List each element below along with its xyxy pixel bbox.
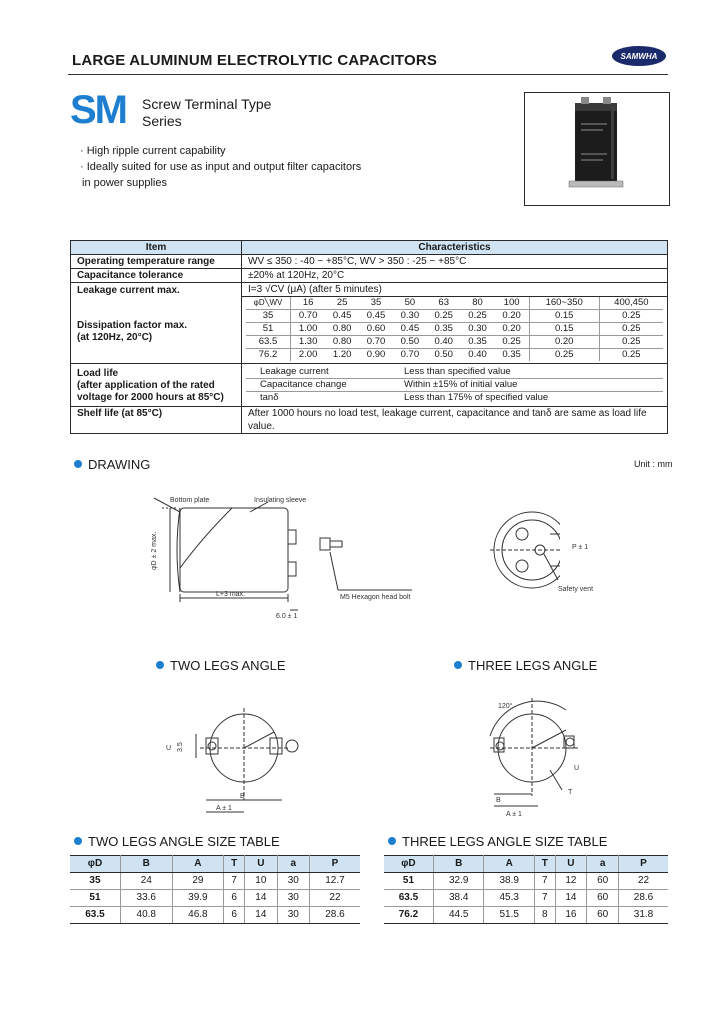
table-cell: 30 <box>277 873 309 890</box>
table-cell: 60 <box>587 873 619 890</box>
three-legs-drawing <box>470 690 600 820</box>
dissipation-label-2: (at 120Hz, 20°C) <box>77 332 153 343</box>
load-life-param: Leakage current <box>246 366 390 379</box>
three-legs-section-title <box>454 658 597 673</box>
diameter-cell: 63.5 <box>246 336 291 349</box>
load-life-label-2: (after application of the rated <box>77 380 215 391</box>
df-cell: 0.25 <box>494 336 529 349</box>
a-label: A ± 1 <box>216 805 232 812</box>
bullet-icon <box>74 837 82 845</box>
column-header-item: Item <box>71 241 242 255</box>
table-cell: 7 <box>535 873 555 890</box>
table-cell: 40.8 <box>120 907 172 924</box>
wv-header: 400,450 <box>599 297 663 310</box>
diameter-cell: 51 <box>246 323 291 336</box>
shelf-life-value: After 1000 hours no load test, leakage current, capacitance and tanδ are same as load life value. <box>242 407 668 434</box>
wv-header: 63 <box>427 297 461 310</box>
table-cell: 35 <box>70 873 120 890</box>
series-type <box>142 96 271 130</box>
column-header: a <box>587 856 619 873</box>
wv-header: 25 <box>325 297 359 310</box>
column-header-characteristics: Characteristics <box>242 241 668 255</box>
table-cell: 28.6 <box>309 907 360 924</box>
table-cell: 76.2 <box>384 907 433 924</box>
series-type-line2: Series <box>142 113 182 129</box>
table-cell: 63.5 <box>70 907 120 924</box>
drawing-section-title <box>74 457 150 472</box>
table-cell: 14 <box>555 890 587 907</box>
operating-temp-value: WV ≤ 350 : -40 ~ +85°C, WV > 350 : -25 ~ +85°C <box>242 255 668 269</box>
wv-header: 16 <box>291 297 326 310</box>
df-cell: 0.45 <box>393 323 427 336</box>
table-cell: 29 <box>172 873 224 890</box>
shelf-life-label: Shelf life (at 85°C) <box>71 407 242 434</box>
characteristics-table <box>70 240 668 434</box>
bullet-icon <box>454 661 462 669</box>
column-header: B <box>120 856 172 873</box>
a-label: A ± 1 <box>506 811 522 818</box>
df-cell: 0.15 <box>529 323 599 336</box>
unit-note: Unit : mm <box>634 459 673 469</box>
series-code: SM <box>70 88 126 132</box>
df-cell: 0.80 <box>325 336 359 349</box>
df-cell: 0.70 <box>359 336 393 349</box>
table-cell: 32.9 <box>433 873 484 890</box>
hex-bolt-label: M5 Hexagon head bolt <box>340 594 411 601</box>
load-life-label-1: Load life <box>77 368 119 379</box>
feature-item: · Ideally suited for use as input and output filter capacitors <box>80 161 362 173</box>
df-cell: 1.00 <box>291 323 326 336</box>
three-legs-table-title <box>388 834 607 849</box>
column-header: φD <box>384 856 433 873</box>
df-cell: 1.20 <box>332 349 352 360</box>
diameter-cell: 35 <box>246 310 291 323</box>
load-life-row <box>246 392 663 405</box>
column-header: A <box>172 856 224 873</box>
table-cell: 16 <box>555 907 587 924</box>
df-cell: 0.45 <box>325 310 359 323</box>
table-cell: 14 <box>245 890 277 907</box>
df-cell: 0.50 <box>434 349 453 360</box>
column-header: T <box>224 856 245 873</box>
two-legs-title-text: TWO LEGS ANGLE <box>170 658 286 673</box>
column-header: U <box>555 856 587 873</box>
brand-logo: SAMWHA <box>612 46 666 66</box>
leakage-value: I=3 √CV (μA) (after 5 minutes) <box>242 283 668 297</box>
df-cell: 2.00 <box>298 349 318 360</box>
load-life-value: Less than 175% of specified value <box>404 392 549 403</box>
column-header: T <box>535 856 555 873</box>
bullet-icon <box>74 460 82 468</box>
u-label: U <box>166 745 172 752</box>
table-cell: 12 <box>555 873 587 890</box>
load-life-table <box>246 366 663 404</box>
table-cell: 6 <box>224 890 245 907</box>
two-legs-section-title <box>156 658 286 673</box>
df-cell: 0.20 <box>494 310 529 323</box>
df-cell: 0.90 <box>366 349 386 360</box>
dissipation-table: φD╲WV 16 25 35 50 63 80 100 160~350 400,450 35 0.70 0.45 0.45 0.30 0.25 0.25 0.20 0.15 0.25 51 1.00 0.80 0.60 0.45 0.35 0.30 0.20 0.15 0.25 63.5 1.30 0.80 0.70 0.50 0.40 0.35 0.25 0.20 0.25 76.2 2.00 1.20 0.90 0.70 0.50 0.40 0.35 0.25 0.25 <box>246 297 663 361</box>
dissipation-corner-d: φD <box>253 298 265 307</box>
diameter-label: φD ± 2 max. <box>151 531 158 570</box>
two-legs-table-title <box>74 834 280 849</box>
column-header: U <box>245 856 277 873</box>
capacitor-drawing <box>140 490 560 630</box>
column-header: P <box>309 856 360 873</box>
bottom-plate-label: Bottom plate <box>170 497 210 504</box>
df-cell: 0.20 <box>529 336 599 349</box>
df-cell: 0.35 <box>427 323 461 336</box>
insulating-sleeve-label: Insulating sleeve <box>254 497 307 504</box>
table-row <box>384 890 668 907</box>
table-cell: 10 <box>245 873 277 890</box>
table-cell: 45.3 <box>484 890 535 907</box>
load-life-param: tanδ <box>260 392 279 403</box>
t-label: T <box>568 789 573 796</box>
two-legs-drawing <box>160 700 340 820</box>
product-photo <box>524 92 670 206</box>
dissipation-row <box>246 310 663 323</box>
table-row <box>70 907 360 924</box>
df-cell: 0.40 <box>468 349 487 360</box>
dissipation-corner-wv: WV <box>269 298 283 307</box>
df-cell: 0.25 <box>599 310 663 323</box>
df-cell: 0.70 <box>291 310 326 323</box>
df-cell: 0.30 <box>393 310 427 323</box>
table-cell: 60 <box>587 890 619 907</box>
df-cell: 0.25 <box>599 336 663 349</box>
table-cell: 24 <box>120 873 172 890</box>
table-cell: 7 <box>535 890 555 907</box>
table-cell: 51 <box>384 873 433 890</box>
load-life-row <box>246 379 663 392</box>
table-cell: 38.4 <box>433 890 484 907</box>
dissipation-row <box>246 336 663 349</box>
three-legs-size-table <box>384 855 668 924</box>
two-legs-size-table <box>70 855 360 924</box>
df-cell: 0.40 <box>427 336 461 349</box>
dissipation-row <box>246 323 663 336</box>
table-cell: 60 <box>587 907 619 924</box>
df-cell: 0.45 <box>359 310 393 323</box>
bullet-icon <box>388 837 396 845</box>
three-legs-title-text: THREE LEGS ANGLE <box>468 658 598 673</box>
column-header: a <box>277 856 309 873</box>
column-header: B <box>433 856 484 873</box>
column-header: P <box>619 856 668 873</box>
u-label: U <box>574 765 580 772</box>
wv-header: 50 <box>393 297 427 310</box>
dissipation-row <box>246 349 663 362</box>
table-cell: 51.5 <box>484 907 535 924</box>
table-row <box>70 890 360 907</box>
df-cell: 0.35 <box>494 349 529 362</box>
table-row <box>384 873 668 890</box>
wv-header: 160~350 <box>529 297 599 310</box>
df-cell: 0.25 <box>599 323 663 336</box>
two-legs-table-title-text: TWO LEGS ANGLE SIZE TABLE <box>88 834 280 849</box>
screw-dimension-label: 6.0 ± 1 <box>276 613 298 620</box>
wv-header: 35 <box>359 297 393 310</box>
table-cell: 7 <box>224 873 245 890</box>
table-cell: 8 <box>535 907 555 924</box>
table-cell: 30 <box>277 890 309 907</box>
feature-list <box>72 143 361 191</box>
df-cell: 1.30 <box>291 336 326 349</box>
operating-temp-label: Operating temperature range <box>71 255 242 269</box>
table-cell: 51 <box>70 890 120 907</box>
df-cell: 0.25 <box>427 310 461 323</box>
load-life-label-3: voltage for 2000 hours at 85°C) <box>77 392 224 403</box>
df-cell: 0.60 <box>359 323 393 336</box>
table-cell: 14 <box>245 907 277 924</box>
df-cell: 0.50 <box>393 336 427 349</box>
feature-item: in power supplies <box>82 177 167 189</box>
df-cell: 0.25 <box>622 349 641 360</box>
feature-item: · High ripple current capability <box>80 145 226 157</box>
table-cell: 63.5 <box>384 890 433 907</box>
series-type-line1: Screw Terminal Type <box>142 96 272 112</box>
page-title: LARGE ALUMINUM ELECTROLYTIC CAPACITORS <box>72 52 438 69</box>
df-cell: 0.20 <box>494 323 529 336</box>
df-cell: 0.80 <box>325 323 359 336</box>
df-cell: 0.15 <box>529 310 599 323</box>
dissipation-label-1: Dissipation factor max. <box>77 320 188 331</box>
table-cell: 39.9 <box>172 890 224 907</box>
table-cell: 6 <box>224 907 245 924</box>
cap-tolerance-label: Capacitance tolerance <box>71 269 242 283</box>
column-header: A <box>484 856 535 873</box>
b-label: B <box>496 797 501 804</box>
leakage-label: Leakage current max. <box>77 285 180 296</box>
table-cell: 22 <box>619 873 668 890</box>
df-cell: 0.25 <box>529 349 599 362</box>
drawing-title-text: DRAWING <box>88 457 151 472</box>
length-label: L+3 max. <box>216 591 245 598</box>
title-divider <box>68 74 668 75</box>
df-cell: 0.70 <box>400 349 420 360</box>
dim-35-label: 3.5 <box>177 742 184 752</box>
column-header: φD <box>70 856 120 873</box>
table-cell: 31.8 <box>619 907 668 924</box>
b-label: B <box>240 793 245 800</box>
capacitor-image <box>525 93 669 205</box>
table-cell: 38.9 <box>484 873 535 890</box>
pitch-label: P ± 1 <box>572 544 589 551</box>
table-cell: 44.5 <box>433 907 484 924</box>
table-cell: 33.6 <box>120 890 172 907</box>
safety-vent-label: Safety vent <box>558 586 594 593</box>
angle-label: 120° <box>498 703 513 710</box>
wv-header: 100 <box>494 297 529 310</box>
table-row <box>70 873 360 890</box>
table-cell: 12.7 <box>309 873 360 890</box>
table-row <box>384 907 668 924</box>
table-cell: 30 <box>277 907 309 924</box>
load-life-value: Less than specified value <box>390 366 663 379</box>
table-cell: 22 <box>309 890 360 907</box>
df-cell: 0.35 <box>461 336 495 349</box>
load-life-value: Within ±15% of initial value <box>390 379 663 392</box>
cap-tolerance-value: ±20% at 120Hz, 20°C <box>242 269 668 283</box>
df-cell: 0.25 <box>461 310 495 323</box>
diameter-cell: 76.2 <box>246 349 291 362</box>
table-cell: 28.6 <box>619 890 668 907</box>
table-cell: 46.8 <box>172 907 224 924</box>
bullet-icon <box>156 661 164 669</box>
load-life-param: Capacitance change <box>246 379 390 392</box>
wv-header: 80 <box>461 297 495 310</box>
df-cell: 0.30 <box>461 323 495 336</box>
three-legs-table-title-text: THREE LEGS ANGLE SIZE TABLE <box>402 834 608 849</box>
load-life-row <box>246 366 663 379</box>
